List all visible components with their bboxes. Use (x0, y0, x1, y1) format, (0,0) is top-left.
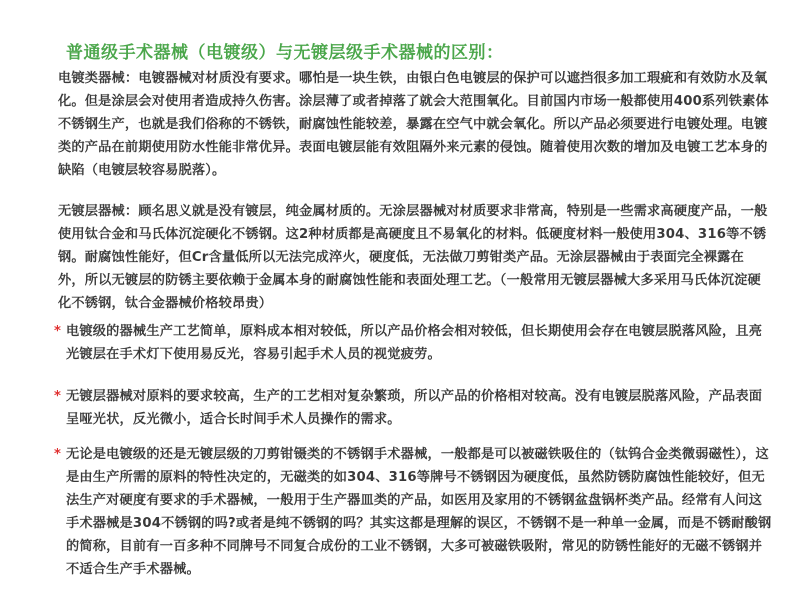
bullet-text: 无镀层器械对原料的要求较高，生产的工艺相对复杂繁琐，所以产品的价格相对较高。没有电镀层脱落风险，产品表面呈哑光状，反光微小，适合长时间手术人员操作的需求。 (66, 389, 763, 427)
bullet-item-uncoated-summary (54, 385, 772, 431)
bullet-item-plated-summary (54, 320, 772, 366)
bullet-item-magnetism-note (54, 443, 772, 581)
page-title: 普通级手术器械（电镀级）与无镀层级手术器械的区别： (66, 43, 504, 63)
asterisk-marker-icon: * (54, 447, 62, 462)
asterisk-marker-icon: * (54, 324, 62, 339)
paragraph-uncoated-instruments: 无镀层器械：顾名思义就是没有镀层，纯金属材质的。无涂层器械对材质要求非常高，特别是一些需求高硬度产品，一般使用钛合金和马氏体沉淀硬化不锈钢。这2种材质都是高硬度且不易氧化的材料。低硬度材料一般使用304、316等不锈钢。耐腐蚀性能好，但Cr含量低所以无法完成淬火，硬度低，无法做刀剪钳类产品。无涂层器械由于表面完全裸露在外，所以无镀层的防锈主要依赖于金属本身的耐腐蚀性能和表面处理工艺。（一般常用无镀层器械大多采用马氏体沉淀硬化不锈钢，钛合金器械价格较昂贵） (58, 204, 768, 311)
paragraph-plated-instruments: 电镀类器械：电镀器械对材质没有要求。哪怕是一块生铁，由银白色电镀层的保护可以遮挡很多加工瑕疵和有效防水及氧化。但是涂层会对使用者造成持久伤害。涂层薄了或者掉落了就会大范围氧化。目前国内市场一般都使用400系列铁素体不锈钢生产，也就是我们俗称的不锈铁，耐腐蚀性能较差，暴露在空气中就会氧化。所以产品必须要进行电镀处理。电镀类的产品在前期使用防水性能非常优异。表面电镀层能有效阻隔外来元素的侵蚀。随着使用次数的增加及电镀工艺本身的缺陷（电镀层较容易脱落）。 (58, 71, 769, 178)
bullet-text: 电镀级的器械生产工艺简单，原料成本相对较低，所以产品价格会相对较低，但长期使用会存在电镀层脱落风险，且亮光镀层在手术灯下使用易反光，容易引起手术人员的视觉疲劳。 (66, 324, 763, 362)
bullet-text: 无论是电镀级的还是无镀层级的刀剪钳镊类的不锈钢手术器械，一般都是可以被磁铁吸住的（钛钨合金类微弱磁性），这是由生产所需的原料的特性决定的，无磁类的如304、316等牌号不锈钢因为硬度低，虽然防锈防腐蚀性能较好，但无法生产对硬度有要求的手术器械，一般用于生产器皿类的产品，如医用及家用的不锈钢盆盘锅杯类产品。经常有人问这手术器械是304不锈钢的吗?或者是纯不锈钢的吗？其实这都是理解的误区，不锈钢不是一种单一金属，而是不锈耐酸钢的简称，目前有一百多种不同牌号不同复合成份的工业不锈钢，大多可被磁铁吸附，常见的防锈性能好的无磁不锈钢并不适合生产手术器械。 (66, 447, 772, 577)
asterisk-marker-icon: * (54, 389, 62, 404)
